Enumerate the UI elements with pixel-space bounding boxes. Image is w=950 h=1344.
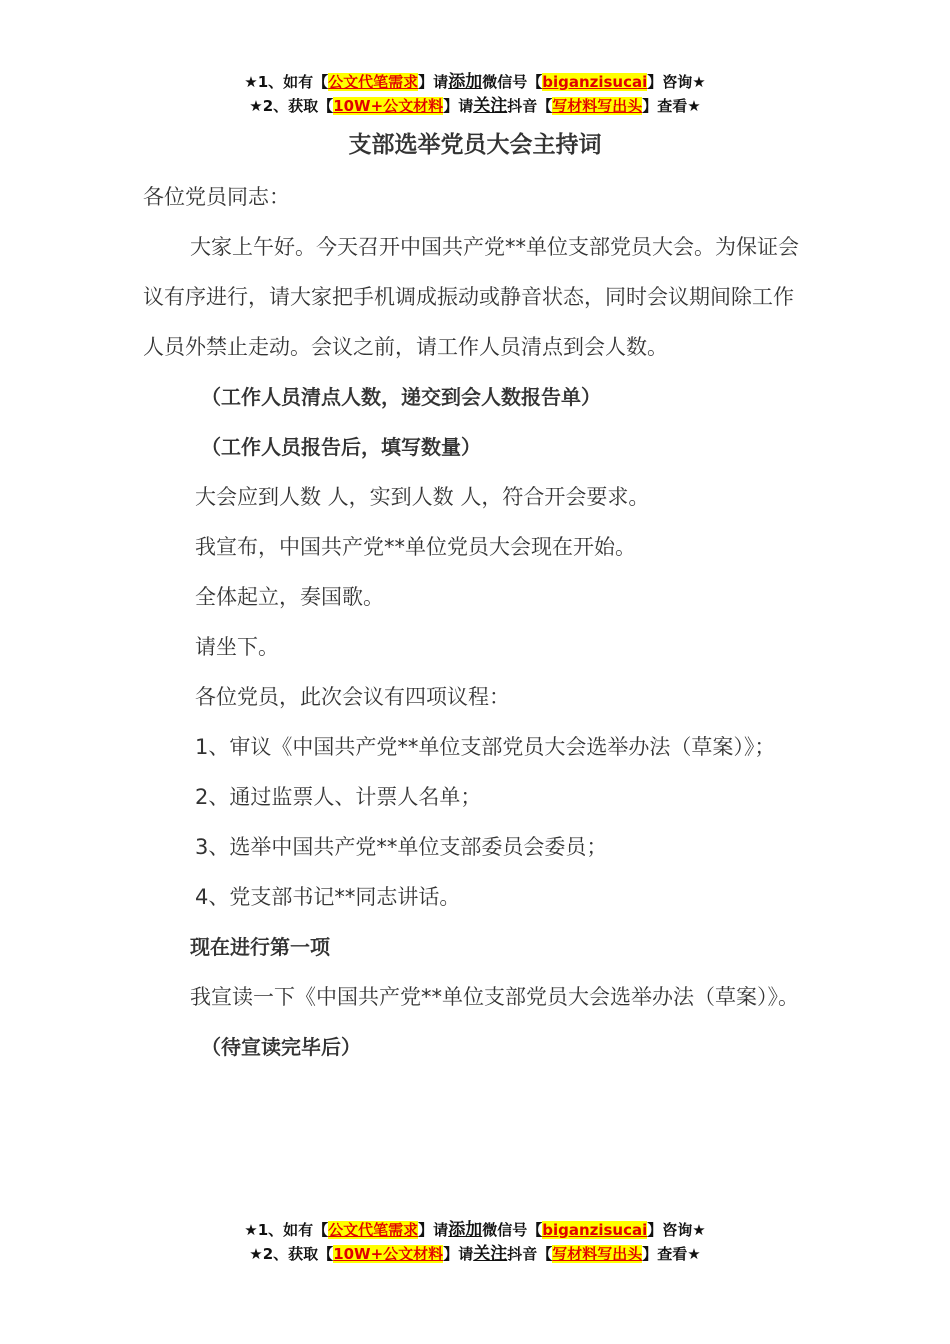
first-item-heading: 现在进行第一项 (190, 935, 330, 959)
agenda-item-4: 4、党支部书记**同志讲话。 (195, 885, 461, 909)
banner-text: 】请 (418, 1221, 449, 1239)
sit-down: 请坐下。 (195, 635, 279, 659)
banner-highlight: 写材料写出头 (552, 97, 643, 115)
banner-text: 】查看★ (642, 1245, 701, 1263)
read-paragraph: 我宣读一下《中国共产党**单位支部党员大会选举办法（草案）》。 (190, 985, 799, 1009)
attendance-count: 大会应到人数 人，实到人数 人，符合开会要求。 (195, 485, 650, 509)
banner-highlight: biganzisucai (542, 1221, 648, 1239)
greeting: 各位党员同志： (143, 185, 290, 209)
page-title: 支部选举党员大会主持词 (348, 132, 602, 158)
footer-banner (0, 1218, 950, 1266)
banner-text: 】请 (443, 97, 474, 115)
banner-text: 】请 (418, 73, 449, 91)
banner-line-2 (0, 94, 950, 118)
agenda-item-2: 2、通过监票人、计票人名单； (195, 785, 482, 809)
document-body (143, 172, 803, 1072)
banner-text: ★2、获取【 (249, 1245, 334, 1263)
note-count: （工作人员清点人数，递交到会人数报告单） (201, 385, 601, 409)
banner-highlight: 10W+公文材料 (333, 1245, 444, 1263)
banner-highlight: 公文代笔需求 (328, 73, 419, 91)
note-after-reading: （待宣读完毕后） (201, 1035, 361, 1059)
agenda-intro: 各位党员，此次会议有四项议程： (195, 685, 510, 709)
banner-text: 】咨询★ (647, 73, 706, 91)
banner-emphasis: 关注 (473, 1244, 508, 1264)
agenda-item-3: 3、选举中国共产党**单位支部委员会委员； (195, 835, 608, 859)
banner-line-1 (0, 1218, 950, 1242)
banner-line-2 (0, 1242, 950, 1266)
banner-emphasis: 关注 (473, 96, 508, 116)
agenda-item-1: 1、审议《中国共产党**单位支部党员大会选举办法（草案）》； (195, 735, 776, 759)
banner-highlight: 10W+公文材料 (333, 97, 444, 115)
banner-text: 微信号【 (482, 73, 543, 91)
banner-text: 】咨询★ (647, 1221, 706, 1239)
banner-text: 抖音【 (507, 1245, 553, 1263)
banner-text: 】查看★ (642, 97, 701, 115)
banner-emphasis: 添加 (448, 1220, 483, 1240)
banner-emphasis: 添加 (448, 72, 483, 92)
banner-text: ★1、如有【 (244, 1221, 329, 1239)
banner-text: 抖音【 (507, 97, 553, 115)
banner-text: ★1、如有【 (244, 73, 329, 91)
banner-highlight: biganzisucai (542, 73, 648, 91)
announce-opening: 我宣布，中国共产党**单位党员大会现在开始。 (195, 535, 636, 559)
banner-text: ★2、获取【 (249, 97, 334, 115)
banner-text: 】请 (443, 1245, 474, 1263)
header-banner (0, 70, 950, 118)
note-report: （工作人员报告后，填写数量） (201, 435, 481, 459)
stand-anthem: 全体起立，奏国歌。 (195, 585, 384, 609)
banner-highlight: 写材料写出头 (552, 1245, 643, 1263)
intro-paragraph: 大家上午好。今天召开中国共产党**单位支部党员大会。为保证会议有序进行，请大家把手机调成振动或静音状态，同时会议期间除工作人员外禁止走动。会议之前，请工作人员清点到会人数。 (143, 235, 799, 359)
banner-highlight: 公文代笔需求 (328, 1221, 419, 1239)
banner-line-1 (0, 70, 950, 94)
banner-text: 微信号【 (482, 1221, 543, 1239)
